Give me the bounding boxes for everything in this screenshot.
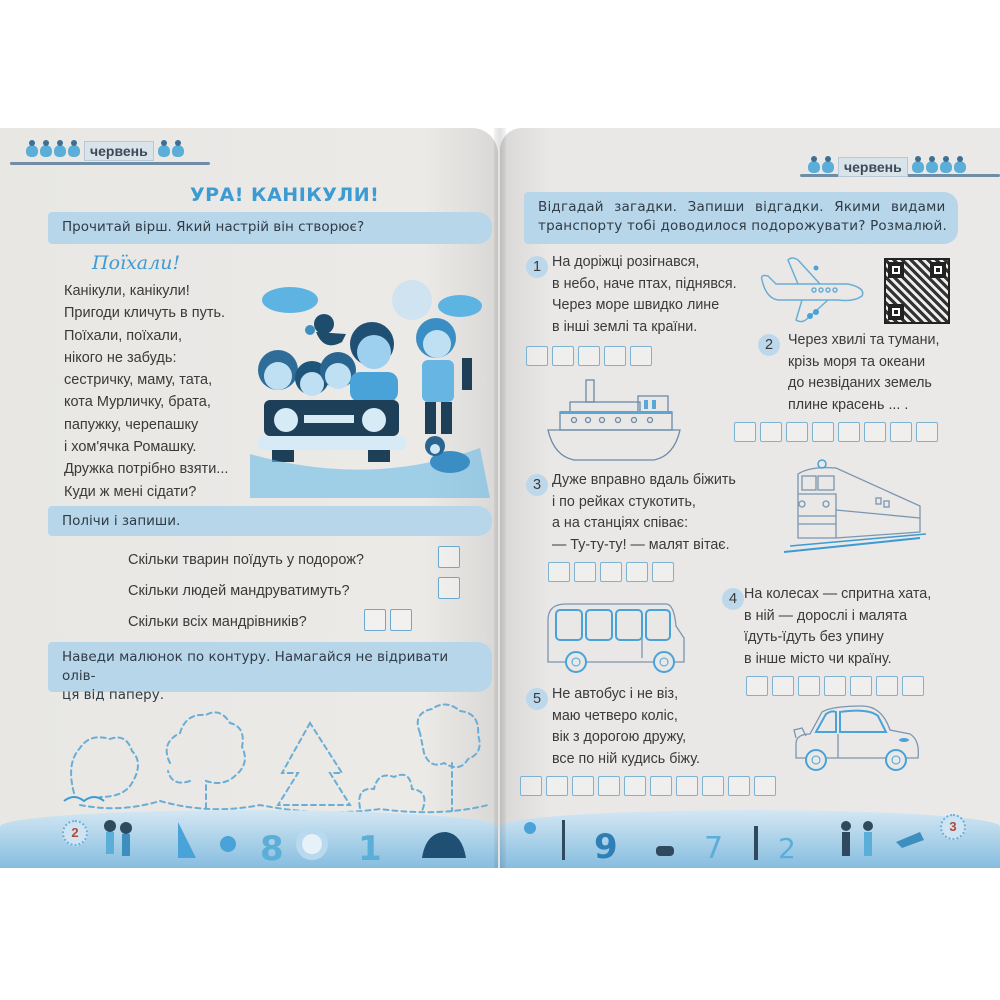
riddle-5-answer-boxes[interactable] xyxy=(520,776,776,796)
letter-box[interactable] xyxy=(734,422,756,442)
instruction-band xyxy=(48,506,492,536)
letter-box[interactable] xyxy=(598,776,620,796)
letter-box[interactable] xyxy=(864,422,886,442)
instruction-text: Прочитай вірш. Який настрій він створює? xyxy=(62,219,365,235)
riddle-2-text xyxy=(788,330,939,416)
riddle-line: Не автобус і не віз, xyxy=(552,686,679,702)
poem-line: Дружка потрібно взяти... xyxy=(64,461,229,478)
dashed-outline-trees-tracing[interactable] xyxy=(60,693,490,818)
letter-box[interactable] xyxy=(890,422,912,442)
riddle-4-text xyxy=(744,584,931,670)
poem-body xyxy=(64,280,228,503)
footer-characters-icon xyxy=(100,818,480,866)
poem-line: Куди ж мені сідати? xyxy=(64,483,197,500)
letter-box[interactable] xyxy=(760,422,782,442)
riddle-1-text xyxy=(552,252,737,338)
instruction-text-line: транспорту тобі доводилося подорожувати? Розмалюй. xyxy=(538,218,947,234)
letter-box[interactable] xyxy=(624,776,646,796)
letter-box[interactable] xyxy=(650,776,672,796)
riddle-line: маю четверо коліс, xyxy=(552,707,678,724)
letter-box[interactable] xyxy=(526,346,548,366)
riddle-line: в інші землі та країни. xyxy=(552,318,698,335)
riddle-line: Дуже вправно вдаль біжить xyxy=(552,472,736,488)
riddle-line: до незвіданих земель xyxy=(788,375,932,391)
car-icon xyxy=(792,704,922,780)
letter-box[interactable] xyxy=(876,676,898,696)
riddle-line: Через хвилі та тумани, xyxy=(788,332,940,348)
letter-box[interactable] xyxy=(548,562,570,582)
riddle-line: Через море швидко лине xyxy=(552,297,720,313)
month-label: червень xyxy=(84,141,154,161)
letter-box[interactable] xyxy=(652,562,674,582)
letter-box[interactable] xyxy=(916,422,938,442)
footer-characters-icon xyxy=(516,816,936,866)
riddle-4-answer-boxes[interactable] xyxy=(746,676,924,696)
letter-box[interactable] xyxy=(520,776,542,796)
letter-box[interactable] xyxy=(754,776,776,796)
instruction-text-line: Наведи малюнок по контуру. Намагайся не відривати олів- xyxy=(62,649,449,684)
instruction-band xyxy=(524,192,958,244)
page-title: УРА! КАНІКУЛИ! xyxy=(190,184,380,206)
left-page xyxy=(0,128,498,868)
poem-line: нікого не забудь: xyxy=(64,349,177,366)
letter-box[interactable] xyxy=(676,776,698,796)
answer-box[interactable] xyxy=(438,546,460,568)
poem-line: папужку, черепашку xyxy=(64,416,199,433)
riddle-line: вік з дорогою дружу, xyxy=(552,729,687,745)
poem-line: Пригоди кличуть в путь. xyxy=(64,305,226,322)
riddle-1-answer-boxes[interactable] xyxy=(526,346,652,366)
svg-text:1: 1 xyxy=(358,829,382,866)
letter-box[interactable] xyxy=(824,676,846,696)
svg-text:7: 7 xyxy=(704,831,724,866)
riddle-line: в інше місто чи країну. xyxy=(744,650,892,667)
steamship-icon xyxy=(544,374,684,464)
riddle-line: все по ній кудись біжу. xyxy=(552,750,700,767)
letter-box[interactable] xyxy=(850,676,872,696)
page-number: 2 xyxy=(62,820,88,846)
riddle-line: — Ту-ту-ту! — малят вітає. xyxy=(552,536,730,553)
workbook-spread xyxy=(0,128,1000,868)
month-label: червень xyxy=(838,157,908,177)
letter-box[interactable] xyxy=(630,346,652,366)
airplane-icon xyxy=(758,254,868,324)
riddle-line: в небо, наче птах, піднявся. xyxy=(552,275,737,292)
riddle-number: 1 xyxy=(526,256,548,278)
family-in-car-illustration xyxy=(250,278,490,498)
answer-box[interactable] xyxy=(438,577,460,599)
bus-icon xyxy=(542,596,692,678)
letter-box[interactable] xyxy=(798,676,820,696)
letter-box[interactable] xyxy=(546,776,568,796)
letter-box[interactable] xyxy=(574,562,596,582)
letter-box[interactable] xyxy=(626,562,648,582)
letter-box[interactable] xyxy=(600,562,622,582)
instruction-text-line: Відгадай загадки. Запиши відгадки. Якими видами xyxy=(538,199,946,215)
poem-line: і хом'ячка Ромашку. xyxy=(64,439,197,456)
letter-box[interactable] xyxy=(812,422,834,442)
riddle-number: 2 xyxy=(758,334,780,356)
letter-box[interactable] xyxy=(572,776,594,796)
question-travelers: Скільки всіх мандрівників? xyxy=(128,614,307,630)
page-number: 3 xyxy=(940,814,966,840)
riddle-line: На колесах — спритна хата, xyxy=(744,586,932,602)
riddle-line: в ній — дорослі і малята xyxy=(744,607,908,624)
riddle-line: крізь моря та океани xyxy=(788,353,926,370)
svg-text:2: 2 xyxy=(778,832,796,865)
letter-box[interactable] xyxy=(552,346,574,366)
riddle-3-answer-boxes[interactable] xyxy=(548,562,674,582)
riddle-line: їдуть-їдуть без упину xyxy=(744,629,884,645)
poem-line: кота Мурличку, брата, xyxy=(64,394,211,411)
letter-box[interactable] xyxy=(578,346,600,366)
riddle-number: 3 xyxy=(526,474,548,496)
riddle-line: На доріжці розігнався, xyxy=(552,254,700,270)
svg-text:8: 8 xyxy=(260,829,284,866)
birds-decoration-icon xyxy=(26,145,80,157)
poem-title: Поїхали! xyxy=(92,252,181,274)
poem-line: Поїхали, поїхали, xyxy=(64,327,182,344)
question-animals: Скільки тварин поїдуть у подорож? xyxy=(128,552,364,568)
letter-box[interactable] xyxy=(728,776,750,796)
riddle-number: 5 xyxy=(526,688,548,710)
birds-decoration-icon xyxy=(158,145,184,157)
poem-line: сестричку, маму, тата, xyxy=(64,372,213,389)
poem-line: Канікули, канікули! xyxy=(64,283,190,299)
instruction-band xyxy=(48,642,492,703)
birds-decoration-icon xyxy=(912,161,966,173)
letter-box[interactable] xyxy=(702,776,724,796)
birds-decoration-icon xyxy=(808,161,834,173)
question-people: Скільки людей мандруватимуть? xyxy=(128,583,350,599)
train-icon xyxy=(780,454,930,554)
right-page xyxy=(500,128,1000,868)
letter-box[interactable] xyxy=(772,676,794,696)
riddle-line: а на станціях співає: xyxy=(552,515,689,531)
instruction-band xyxy=(48,212,492,244)
riddle-5-text xyxy=(552,684,700,770)
riddle-2-answer-boxes[interactable] xyxy=(734,422,938,442)
riddle-line: плине красень ... . xyxy=(788,396,909,413)
letter-box[interactable] xyxy=(902,676,924,696)
book-gutter xyxy=(494,128,506,868)
qr-code[interactable] xyxy=(884,258,950,324)
month-header xyxy=(808,154,966,180)
instruction-text: Полічи і запиши. xyxy=(62,513,181,529)
riddle-number: 4 xyxy=(722,588,744,610)
riddle-line: і по рейках стукотить, xyxy=(552,493,696,510)
letter-box[interactable] xyxy=(838,422,860,442)
svg-text:9: 9 xyxy=(594,827,618,866)
answer-box-units[interactable] xyxy=(390,609,412,631)
letter-box[interactable] xyxy=(746,676,768,696)
riddle-3-text xyxy=(552,470,736,556)
letter-box[interactable] xyxy=(604,346,626,366)
letter-box[interactable] xyxy=(786,422,808,442)
month-header xyxy=(26,138,184,164)
instruction-text-line: ця від паперу. xyxy=(62,687,165,703)
answer-box-tens[interactable] xyxy=(364,609,386,631)
